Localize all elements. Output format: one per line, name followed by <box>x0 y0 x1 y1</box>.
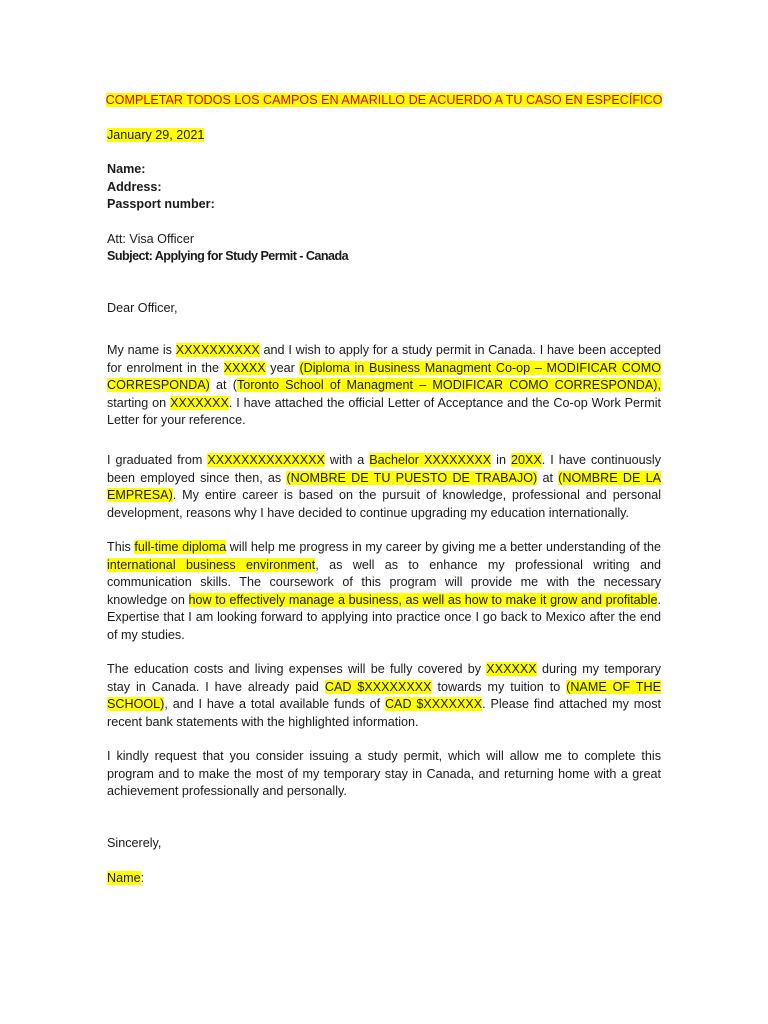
p1-text-4: at ( <box>209 378 237 392</box>
p3-field-program-type: full-time diploma <box>134 540 227 554</box>
p1-text-3: year <box>265 360 300 375</box>
date-text: January 29, 2021 <box>107 128 205 142</box>
p2-field-university: XXXXXXXXXXXXXX <box>207 453 325 467</box>
paragraph-intro <box>107 342 661 430</box>
paragraph-program <box>107 539 661 644</box>
p4-field-amount-paid: CAD $XXXXXXXX <box>324 679 432 694</box>
p2-field-year: 20XX <box>510 453 542 467</box>
p3-text-2: will help me progress in my career by giving me a better understanding of the <box>226 540 662 554</box>
p4-text-3: towards my tuition to <box>431 679 567 694</box>
signature-colon: : <box>140 871 145 885</box>
p3-text-1: This <box>107 540 135 554</box>
passport-label: Passport number: <box>107 197 215 211</box>
p2-text-5: at <box>537 470 559 485</box>
p2-text-1: I graduated from <box>107 453 208 467</box>
subject-line: Subject: Applying for Study Permit - Canada <box>107 249 349 263</box>
p1-text-5: starting on <box>107 395 171 410</box>
instruction-text: COMPLETAR TODOS LOS CAMPOS EN AMARILLO DE ACUERDO A TU CASO EN ESPECÍFICO <box>105 93 663 107</box>
attention-line: Att: Visa Officer <box>107 232 195 246</box>
p4-field-sponsor: XXXXXX <box>486 662 537 676</box>
p2-field-job-title: (NOMBRE DE TU PUESTO DE TRABAJO) <box>286 470 538 485</box>
paragraph-background <box>107 452 661 522</box>
p2-field-company: (NOMBRE DE LA EMPRESA) <box>107 470 661 502</box>
signature-line <box>107 870 144 888</box>
p1-field-program: (Diploma in Business Managment Co-op – MODIFICAR COMO CORRESPONDA) <box>107 360 661 392</box>
p1-text-1: My name is <box>107 343 176 357</box>
name-label: Name: <box>107 162 146 176</box>
p1-field-year: XXXXX <box>223 360 266 375</box>
p4-field-school-name: (NAME OF THE SCHOOL) <box>107 679 661 711</box>
p2-text-6: . My entire career is based on the pursuit of knowledge, professional and personal development, reasons why I have decided to continue upgrading my education internationally. <box>107 488 661 520</box>
p2-text-4: . I have continuously been employed since then, as <box>107 453 661 485</box>
p4-field-funds: CAD $XXXXXXX <box>384 697 483 711</box>
p3-text-3: , as well as to enhance my professional writing and communication skills. The coursework of this program will provide me with the necessary knowledge on <box>107 557 661 607</box>
paragraph-funding <box>107 661 661 731</box>
p3-text-4: . Expertise that I am looking forward to applying into practice once I go back to Mexico after the end of my studies. <box>107 592 661 642</box>
p1-field-school: Toronto School of Managment – MODIFICAR COMO CORRESPONDA), <box>236 378 661 392</box>
instruction-note <box>0 92 768 110</box>
p1-field-start-date: XXXXXXX <box>170 395 229 410</box>
p2-text-3: in <box>491 453 511 467</box>
p3-field-environment: international business environment <box>107 557 316 572</box>
p4-text-4: , and I have a total available funds of <box>164 697 385 711</box>
p4-text-2: during my temporary stay in Canada. I have already paid <box>107 662 661 694</box>
p1-text-2: and I wish to apply for a study permit in Canada. I have been accepted for enrolment in the <box>107 343 661 375</box>
closing: Sincerely, <box>107 836 162 850</box>
p3-field-knowledge: how to effectively manage a business, as well as how to make it grow and profitable <box>188 592 658 607</box>
address-label: Address: <box>107 180 162 194</box>
p1-text-6: . I have attached the official Letter of Acceptance and the Co-op Work Permit Letter for your reference. <box>107 395 662 427</box>
p2-text-2: with a <box>324 453 370 467</box>
salutation: Dear Officer, <box>107 301 178 315</box>
paragraph-request: I kindly request that you consider issuing a study permit, which will allow me to complete this program and to make the most of my temporary stay in Canada, and returning home with a great achievement professionally and personally. <box>107 749 661 798</box>
p2-field-degree: Bachelor XXXXXXXX <box>369 453 492 467</box>
signature-name-field: Name <box>107 871 141 885</box>
p4-text-5: . Please find attached my most recent bank statements with the highlighted information. <box>107 697 661 729</box>
p1-field-name: XXXXXXXXXX <box>175 343 260 357</box>
p4-text-1: The education costs and living expenses will be fully covered by <box>107 662 487 676</box>
letter-date <box>107 127 204 145</box>
